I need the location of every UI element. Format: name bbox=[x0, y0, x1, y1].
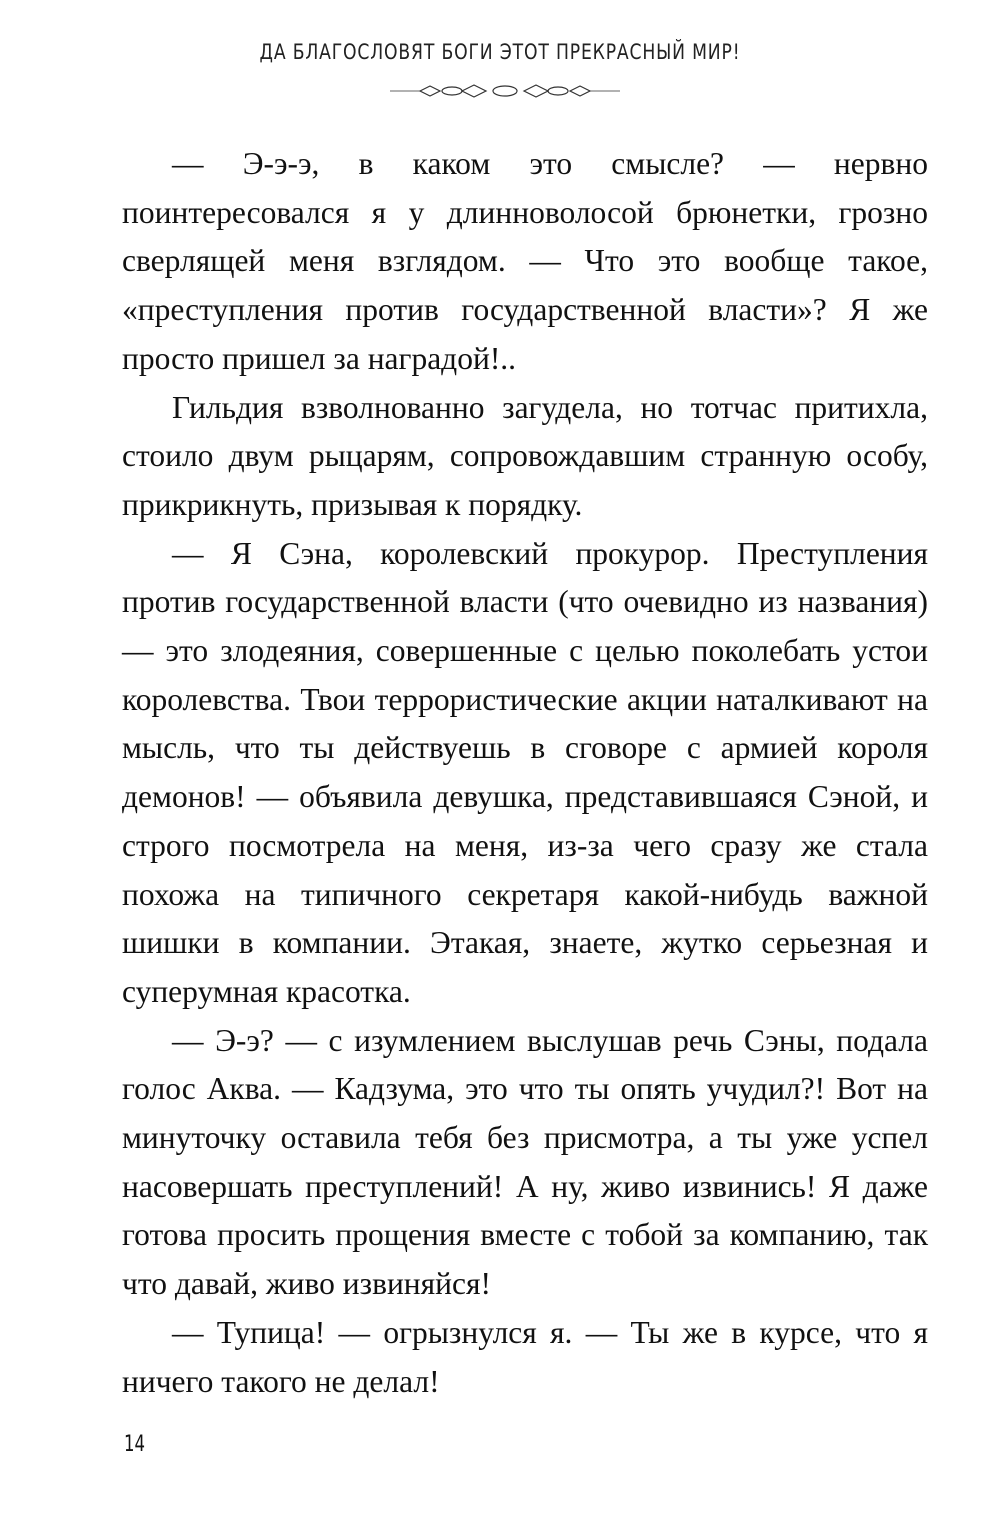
page-number: 14 bbox=[124, 1432, 145, 1457]
paragraph: Гильдия взволнованно загудела, но тотчас притихла, стоило двум рыцарям, сопровождавшим странную особу, прикрикнуть, призывая к порядку. bbox=[122, 389, 928, 522]
paragraph: — Э-э-э, в каком это смысле? — нервно поинтересовался я у длинноволосой брюнетки, грозно сверлящей меня взглядом. — Что это вообще такое, «преступления против государственной власти»? Я же просто пришел за наградой!.. bbox=[122, 146, 928, 376]
paragraph: — Я Сэна, королевский прокурор. Преступления против государственной власти (что очевидно из названия) — это злодеяния, совершенные с целью поколебать устои королевства. Твои террористические акции наталкивают на мысль, что ты действуешь в сговоре с армией короля демонов! — объявила девушка, представившаяся Сэной, и строго посмотрела на меня, из-за чего сразу же стала похожа на типичного секретаря какой-нибудь важной шишки в компании. Этакая, знаете, жутко серьезная и суперумная красотка. bbox=[122, 535, 928, 1009]
main-text bbox=[122, 140, 928, 1406]
running-header: ДА БЛАГОСЛОВЯТ БОГИ ЭТОТ ПРЕКРАСНЫЙ МИР! bbox=[259, 40, 741, 64]
header-ornament-icon bbox=[390, 80, 620, 102]
paragraph: — Тупица! — огрызнулся я. — Ты же в курсе, что я ничего такого не делал! bbox=[122, 1314, 928, 1399]
paragraph: — Э-э? — с изумлением выслушав речь Сэны, подала голос Аква. — Кадзума, это что ты опять учудил?! Вот на минуточку оставила тебя без присмотра, а ты уже успел насовершать преступлений! А ну, живо извинись! Я даже готова просить прощения вместе с тобой за компанию, так что давай, живо извиняйся! bbox=[122, 1022, 928, 1302]
